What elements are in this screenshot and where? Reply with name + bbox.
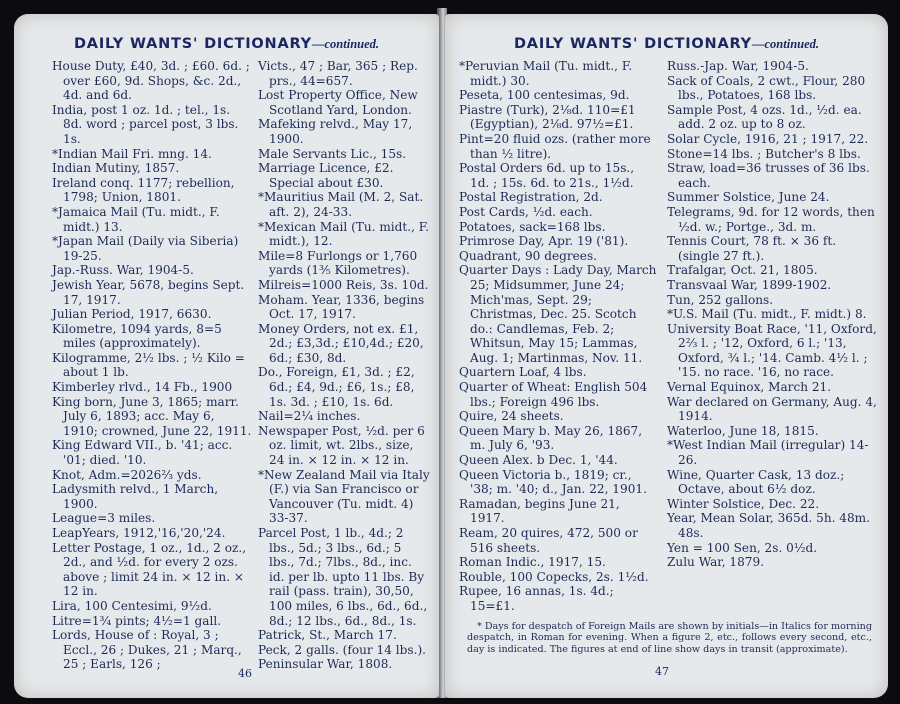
dictionary-entry: Solar Cycle, 1916, 21 ; 1917, 22.	[667, 131, 869, 146]
left-column-2	[258, 59, 430, 672]
dictionary-entry: Zulu War, 1879.	[667, 555, 765, 570]
dictionary-entry: Summer Solstice, June 24.	[667, 190, 830, 205]
page-header	[14, 36, 439, 52]
header-title: DAILY WANTS' DICTIONARY	[73, 36, 312, 52]
dictionary-entry: Mile=8 Furlongs or 1,760 yards (1⅗ Kilometres).	[258, 248, 418, 278]
dictionary-entry: India, post 1 oz. 1d. ; tel., 1s. 8d. word ; parcel post, 3 lbs. 1s.	[52, 102, 239, 146]
dictionary-entry: Litre=1¾ pints; 4½=1 gall.	[52, 613, 222, 628]
dictionary-entry: Julian Period, 1917, 6630.	[52, 307, 212, 322]
dictionary-entry: King Edward VII., b. '41; acc. '01; died. '10.	[52, 438, 233, 468]
dictionary-entry: Quire, 24 sheets.	[459, 409, 564, 424]
dictionary-entry: Peck, 2 galls. (four 14 lbs.).	[258, 642, 427, 657]
dictionary-entry: Quarter Days : Lady Day, March 25; Midsummer, June 24; Mich'mas, Sept. 29; Christmas, Dec. 25. Scotch do.: Candlemas, Feb. 2; Whitsun, May 15; Lammas, Aug. 1; Martinmas, Nov. 11.	[459, 263, 657, 365]
dictionary-entry: Russ.-Jap. War, 1904-5.	[667, 59, 809, 73]
dictionary-entry: *Indian Mail Fri. mng. 14.	[52, 146, 212, 161]
right-page	[445, 14, 888, 698]
dictionary-entry: Parcel Post, 1 lb., 4d.; 2 lbs., 5d.; 3 lbs., 6d.; 5 lbs., 7d.; 7lbs., 8d., inc. id. per lb. upto 11 lbs. By rail (pass. train), 30,50, 100 miles, 6 lbs., 6d., 6d., 8d.; 12 lbs., 6d., 8d., 1s.	[258, 526, 428, 628]
dictionary-entry: Patrick, St., March 17.	[258, 628, 397, 643]
dictionary-entry: Yen = 100 Sen, 2s. 0½d.	[667, 540, 818, 555]
dictionary-entry: Kilogramme, 2½ lbs. ; ½ Kilo = about 1 lb.	[52, 350, 245, 380]
dictionary-entry: Straw, load=36 trusses of 36 lbs. each.	[667, 161, 870, 190]
dictionary-entry: Rupee, 16 annas, 1s. 4d.; 15=£1.	[459, 584, 614, 613]
dictionary-entry: Transvaal War, 1899-1902.	[667, 277, 832, 292]
dictionary-entry: Victs., 47 ; Bar, 365 ; Rep. prs., 44=657.	[258, 59, 418, 88]
dictionary-entry: Kilometre, 1094 yards, 8=5 miles (approximately).	[52, 321, 222, 351]
dictionary-entry: Jewish Year, 5678, begins Sept. 17, 1917.	[52, 277, 245, 307]
dictionary-entry: Male Servants Lic., 15s.	[258, 146, 407, 161]
dictionary-entry: Primrose Day, Apr. 19 ('81).	[459, 234, 629, 249]
dictionary-entry: Knot, Adm.=2026⅔ yds.	[52, 467, 202, 482]
dictionary-entry: Tun, 252 gallons.	[667, 292, 774, 307]
dictionary-entry: *Mexican Mail (Tu. midt., F. midt.), 12.	[258, 219, 430, 249]
dictionary-entry: Pint=20 fluid ozs. (rather more than ½ litre).	[459, 131, 651, 161]
dictionary-entry: Quartern Loaf, 4 lbs.	[459, 365, 587, 380]
dictionary-entry: Lords, House of : Royal, 3 ; Eccl., 26 ; Dukes, 21 ; Marq., 25 ; Earls, 126 ;	[52, 628, 242, 672]
page-number: 47	[655, 665, 669, 678]
dictionary-entry: Quarter of Wheat: English 504 lbs.; Foreign 496 lbs.	[459, 380, 648, 409]
dictionary-entry: Post Cards, ½d. each.	[459, 204, 593, 219]
footnote: * Days for despatch of Foreign Mails are shown by initials—in Italics for morning despatch, in Roman for evening. When a figure 2, etc., follows every second, etc., day is indicated. The figures at end of line show days in transit (approximate).	[467, 621, 872, 655]
dictionary-entry: Sack of Coals, 2 cwt., Flour, 280 lbs., Potatoes, 168 lbs.	[667, 73, 866, 103]
dictionary-entry: *West Indian Mail (irregular) 14-26.	[667, 438, 869, 468]
dictionary-entry: Waterloo, June 18, 1815.	[667, 423, 819, 438]
header-title: DAILY WANTS' DICTIONARY	[513, 36, 752, 52]
dictionary-entry: Letter Postage, 1 oz., 1d., 2 oz., 2d., and ½d. for every 2 ozs. above ; limit 24 in. × 12 in. × 12 in.	[52, 540, 247, 599]
dictionary-entry: Ream, 20 quires, 472, 500 or 516 sheets.	[459, 526, 638, 555]
dictionary-entry: Mafeking relvd., May 17, 1900.	[258, 117, 413, 146]
right-column-1	[459, 59, 657, 614]
dictionary-entry: Winter Solstice, Dec. 22.	[667, 496, 820, 511]
dictionary-entry: Telegrams, 9d. for 12 words, then ½d. w.; Portge., 3d. m.	[667, 204, 875, 234]
dictionary-entry: Do., Foreign, £1, 3d. ; £2, 6d.; £4, 9d.; £6, 1s.; £8, 1s. 3d. ; £10, 1s. 6d.	[258, 365, 415, 409]
dictionary-entry: Kimberley rlvd., 14 Fb., 1900	[52, 380, 233, 395]
dictionary-entry: Newspaper Post, ½d. per 6 oz. limit, wt. 2lbs., size, 24 in. × 12 in. × 12 in.	[258, 423, 425, 468]
dictionary-entry: Quadrant, 90 degrees.	[459, 248, 598, 263]
left-page	[14, 14, 439, 698]
dictionary-entry: *New Zealand Mail via Italy (F.) via San Francisco or Vancouver (Tu. midt. 4) 33-37.	[258, 467, 430, 526]
dictionary-entry: Wine, Quarter Cask, 13 doz.; Octave, about 6½ doz.	[667, 467, 845, 497]
dictionary-entry: Money Orders, not ex. £1, 2d.; £3,3d.; £10,4d.; £20, 6d.; £30, 8d.	[258, 321, 424, 365]
left-column-1	[52, 59, 252, 672]
dictionary-entry: Jap.-Russ. War, 1904-5.	[52, 263, 194, 278]
dictionary-entry: Stone=14 lbs. ; Butcher's 8 lbs.	[667, 146, 861, 161]
dictionary-entry: King born, June 3, 1865; marr. July 6, 1893; acc. May 6, 1910; crowned, June 22, 1911.	[52, 394, 252, 438]
header-continued: —continued.	[752, 37, 820, 51]
dictionary-entry: Ladysmith relvd., 1 March, 1900.	[52, 482, 219, 511]
dictionary-entry: Trafalgar, Oct. 21, 1805.	[667, 263, 818, 278]
dictionary-entry: *Peruvian Mail (Tu. midt., F. midt.) 30.	[459, 59, 633, 88]
dictionary-entry: Lira, 100 Centesimi, 9½d.	[52, 598, 212, 613]
dictionary-entry: Roman Indic., 1917, 15.	[459, 555, 606, 570]
dictionary-entry: Queen Alex. b Dec. 1, '44.	[459, 453, 618, 468]
dictionary-entry: Ireland conq. 1177; rebellion, 1798; Union, 1801.	[52, 175, 235, 205]
dictionary-entry: Indian Mutiny, 1857.	[52, 161, 180, 176]
dictionary-entry: Sample Post, 4 ozs. 1d., ½d. ea. add. 2 oz. up to 8 oz.	[667, 102, 862, 132]
dictionary-entry: Queen Mary b. May 26, 1867, m. July 6, '93.	[459, 423, 643, 453]
dictionary-entry: Lost Property Office, New Scotland Yard, London.	[258, 88, 418, 117]
dictionary-entry: *U.S. Mail (Tu. midt., F. midt.) 8.	[667, 307, 867, 322]
page-number: 46	[238, 667, 252, 680]
dictionary-entry: Marriage Licence, £2. Special about £30.	[258, 161, 394, 190]
dictionary-entry: Milreis=1000 Reis, 3s. 10d.	[258, 277, 429, 292]
dictionary-entry: Piastre (Turk), 2⅛d. 110=£1 (Egyptian), 2⅛d. 97½=£1.	[459, 102, 636, 132]
dictionary-entry: *Japan Mail (Daily via Siberia) 19-25.	[52, 234, 239, 263]
dictionary-entry: Year, Mean Solar, 365d. 5h. 48m. 48s.	[667, 511, 870, 540]
dictionary-entry: Peninsular War, 1808.	[258, 657, 393, 672]
dictionary-entry: Rouble, 100 Copecks, 2s. 1½d.	[459, 569, 649, 584]
dictionary-entry: Nail=2¼ inches.	[258, 409, 361, 424]
dictionary-entry: Postal Orders 6d. up to 15s., 1d. ; 15s. 6d. to 21s., 1½d.	[459, 161, 635, 190]
dictionary-entry: Tennis Court, 78 ft. × 36 ft. (single 27 ft.).	[667, 234, 837, 263]
dictionary-entry: House Duty, £40, 3d. ; £60. 6d. ; over £60, 9d. Shops, &c. 2d., 4d. and 6d.	[52, 59, 250, 103]
dictionary-entry: League=3 miles.	[52, 511, 156, 526]
dictionary-entry: Potatoes, sack=168 lbs.	[459, 219, 606, 234]
right-column-2	[667, 59, 877, 570]
dictionary-entry: University Boat Race, '11, Oxford, 2⅔ l. ; '12, Oxford, 6 l.; '13, Oxford, ¾ l.; '14. Camb. 4½ l. ; '15. no race. '16, no race.	[667, 321, 877, 380]
dictionary-entry: Vernal Equinox, March 21.	[667, 380, 832, 395]
dictionary-entry: *Mauritius Mail (M. 2, Sat. aft. 2), 24-33.	[258, 190, 424, 219]
dictionary-entry: Moham. Year, 1336, begins Oct. 17, 1917.	[258, 292, 425, 322]
dictionary-entry: Postal Registration, 2d.	[459, 190, 603, 205]
dictionary-entry: War declared on Germany, Aug. 4, 1914.	[667, 394, 877, 424]
dictionary-entry: Queen Victoria b., 1819; cr., '38; m. '40; d., Jan. 22, 1901.	[459, 467, 647, 497]
header-continued: —continued.	[312, 37, 380, 51]
dictionary-entry: Ramadan, begins June 21, 1917.	[459, 496, 620, 526]
dictionary-entry: Peseta, 100 centesimas, 9d.	[459, 88, 630, 103]
dictionary-entry: LeapYears, 1912,'16,'20,'24.	[52, 526, 226, 540]
page-header	[445, 36, 888, 52]
dictionary-entry: *Jamaica Mail (Tu. midt., F. midt.) 13.	[52, 204, 220, 234]
